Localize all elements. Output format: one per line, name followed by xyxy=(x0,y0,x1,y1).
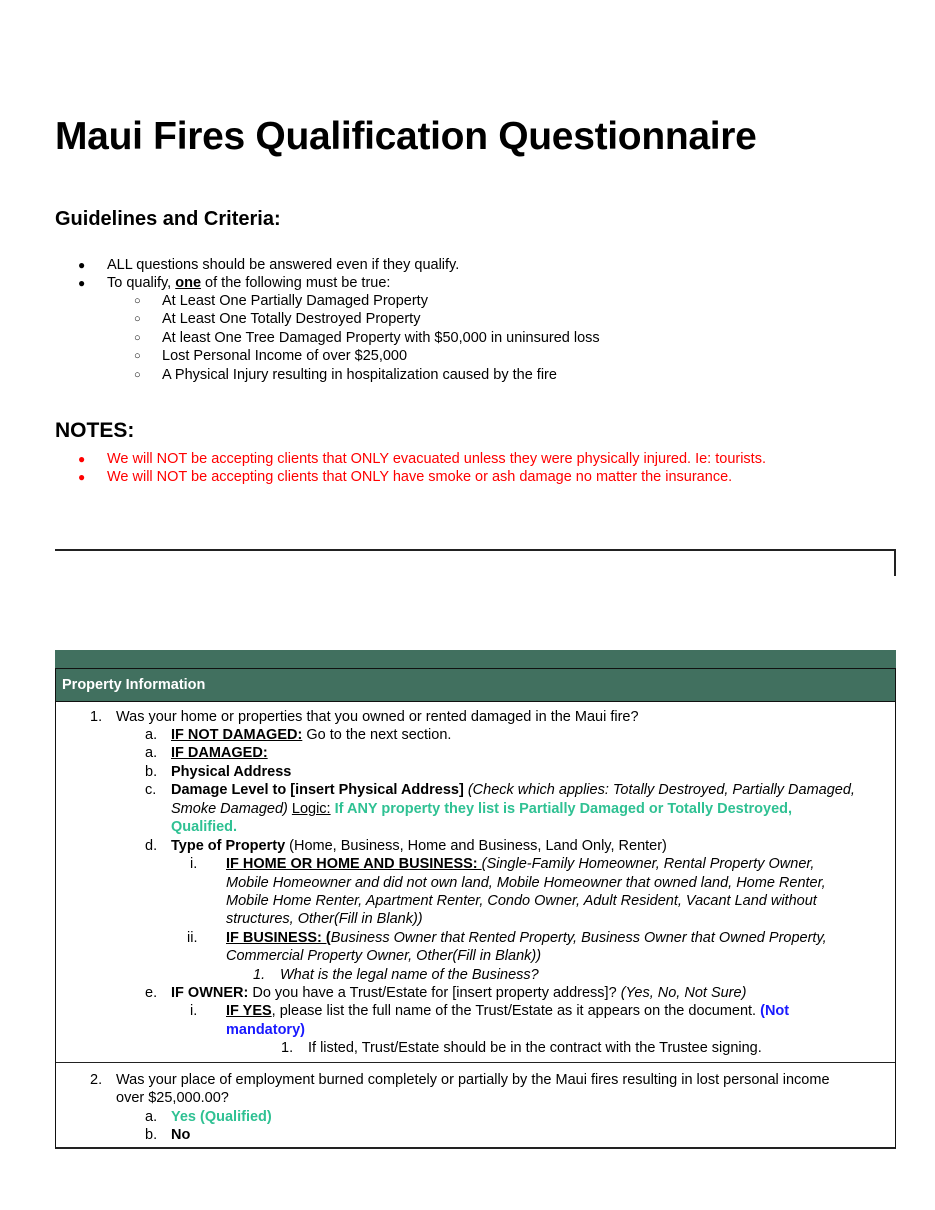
list-marker: c. xyxy=(145,782,157,798)
table-header-band xyxy=(55,650,896,669)
qualified-label: Qualified. xyxy=(171,819,238,835)
home-business-options-cont: Mobile Homeowner and did not own land, Mobile Homeowner that owned land, Home Renter, xyxy=(226,875,826,891)
bullet-icon: ● xyxy=(78,276,86,290)
bullet-icon: ● xyxy=(78,258,86,272)
business-options: IF BUSINESS: (Business Owner that Rented Property, Business Owner that Owned Property, xyxy=(226,930,827,946)
criteria-item: ○ At Least One Partially Damaged Property xyxy=(134,293,428,309)
list-marker: b. xyxy=(145,1127,158,1143)
business-options-cont: Commercial Property Owner, Other(Fill in Blank)) xyxy=(226,948,542,964)
circle-bullet-icon: ○ xyxy=(134,350,141,362)
trust-estate-item: IF OWNER: Do you have a Trust/Estate for [insert property address]? (Yes, No, Not Sure) xyxy=(171,985,747,1001)
question-number: 2. xyxy=(90,1072,103,1088)
rule-end-tick xyxy=(894,549,896,576)
trust-name-item: IF YES, please list the full name of the Trust/Estate as it appears on the document. (Not xyxy=(226,1003,790,1019)
page-title: Maui Fires Qualification Questionnaire xyxy=(55,115,757,158)
criteria-item: ○ Lost Personal Income of over $25,000 xyxy=(134,348,408,364)
list-marker: e. xyxy=(145,985,158,1001)
notes-heading: NOTES: xyxy=(55,419,135,442)
type-of-property-item: Type of Property (Home, Business, Home and Business, Land Only, Renter) xyxy=(171,838,667,854)
option-damaged: IF DAMAGED: xyxy=(171,745,268,761)
question-number: 1. xyxy=(90,709,103,725)
list-marker: b. xyxy=(145,764,158,780)
not-mandatory-label: mandatory) xyxy=(226,1022,305,1038)
bullet-icon: ● xyxy=(78,470,86,484)
list-marker: i. xyxy=(190,1003,198,1019)
circle-bullet-icon: ○ xyxy=(134,295,141,307)
criteria-item: ○ A Physical Injury resulting in hospitalization caused by the fire xyxy=(134,367,557,383)
list-marker: 1. xyxy=(253,967,266,983)
home-business-options-cont: structures, Other(Fill in Blank)) xyxy=(226,911,423,927)
property-information-table xyxy=(55,668,896,1149)
damage-level-logic: Smoke Damaged) Logic: If ANY property they list is Partially Damaged or Totally Destroyed, xyxy=(171,801,793,817)
list-marker: d. xyxy=(145,838,158,854)
physical-address-item: Physical Address xyxy=(171,764,292,780)
list-marker: i. xyxy=(190,856,198,872)
note-item: ● We will NOT be accepting clients that ONLY have smoke or ash damage no matter the insurance. xyxy=(78,469,733,485)
business-name-question: What is the legal name of the Business? xyxy=(280,967,539,983)
circle-bullet-icon: ○ xyxy=(134,332,141,344)
guidelines-heading: Guidelines and Criteria: xyxy=(55,208,281,230)
question-text-cont: over $25,000.00? xyxy=(116,1090,229,1106)
table-row-question-2 xyxy=(56,1063,895,1147)
list-marker: a. xyxy=(145,745,158,761)
answer-no: No xyxy=(171,1127,191,1143)
circle-bullet-icon: ○ xyxy=(134,369,141,381)
home-business-options-cont: Mobile Home Renter, Apartment Renter, Condo Owner, Adult Resident, Vacant Land without xyxy=(226,893,817,909)
list-marker: a. xyxy=(145,1109,158,1125)
circle-bullet-icon: ○ xyxy=(134,313,141,325)
question-text: Was your home or properties that you owned or rented damaged in the Maui fire? xyxy=(116,709,639,725)
damage-level-item: Damage Level to [insert Physical Address] (Check which applies: Totally Destroyed, Partially Damaged, xyxy=(171,782,855,798)
answer-yes-qualified: Yes (Qualified) xyxy=(171,1109,272,1125)
list-marker: 1. xyxy=(281,1040,294,1056)
list-marker: ii. xyxy=(187,930,198,946)
table-row-question-1 xyxy=(56,702,895,1063)
option-not-damaged: IF NOT DAMAGED: Go to the next section. xyxy=(171,727,452,743)
criteria-item: ○ At Least One Totally Destroyed Property xyxy=(134,311,421,327)
criteria-item: ○ At least One Tree Damaged Property with $50,000 in uninsured loss xyxy=(134,330,600,346)
question-text: Was your place of employment burned completely or partially by the Maui fires resulting in lost personal income xyxy=(116,1072,830,1088)
bullet-icon: ● xyxy=(78,452,86,466)
note-item: ● We will NOT be accepting clients that ONLY evacuated unless they were physically injured. Ie: tourists. xyxy=(78,451,766,467)
table-header: Property Information xyxy=(56,669,895,702)
trustee-note: If listed, Trust/Estate should be in the contract with the Trustee signing. xyxy=(308,1040,762,1056)
guideline-bullet: ● To qualify, one of the following must be true: xyxy=(78,275,391,291)
emphasis-one: one xyxy=(175,275,202,291)
home-business-options: IF HOME OR HOME AND BUSINESS: (Single-Family Homeowner, Rental Property Owner, xyxy=(226,856,815,872)
horizontal-rule xyxy=(55,549,896,551)
list-marker: a. xyxy=(145,727,158,743)
guideline-bullet: ● ALL questions should be answered even if they qualify. xyxy=(78,257,460,273)
